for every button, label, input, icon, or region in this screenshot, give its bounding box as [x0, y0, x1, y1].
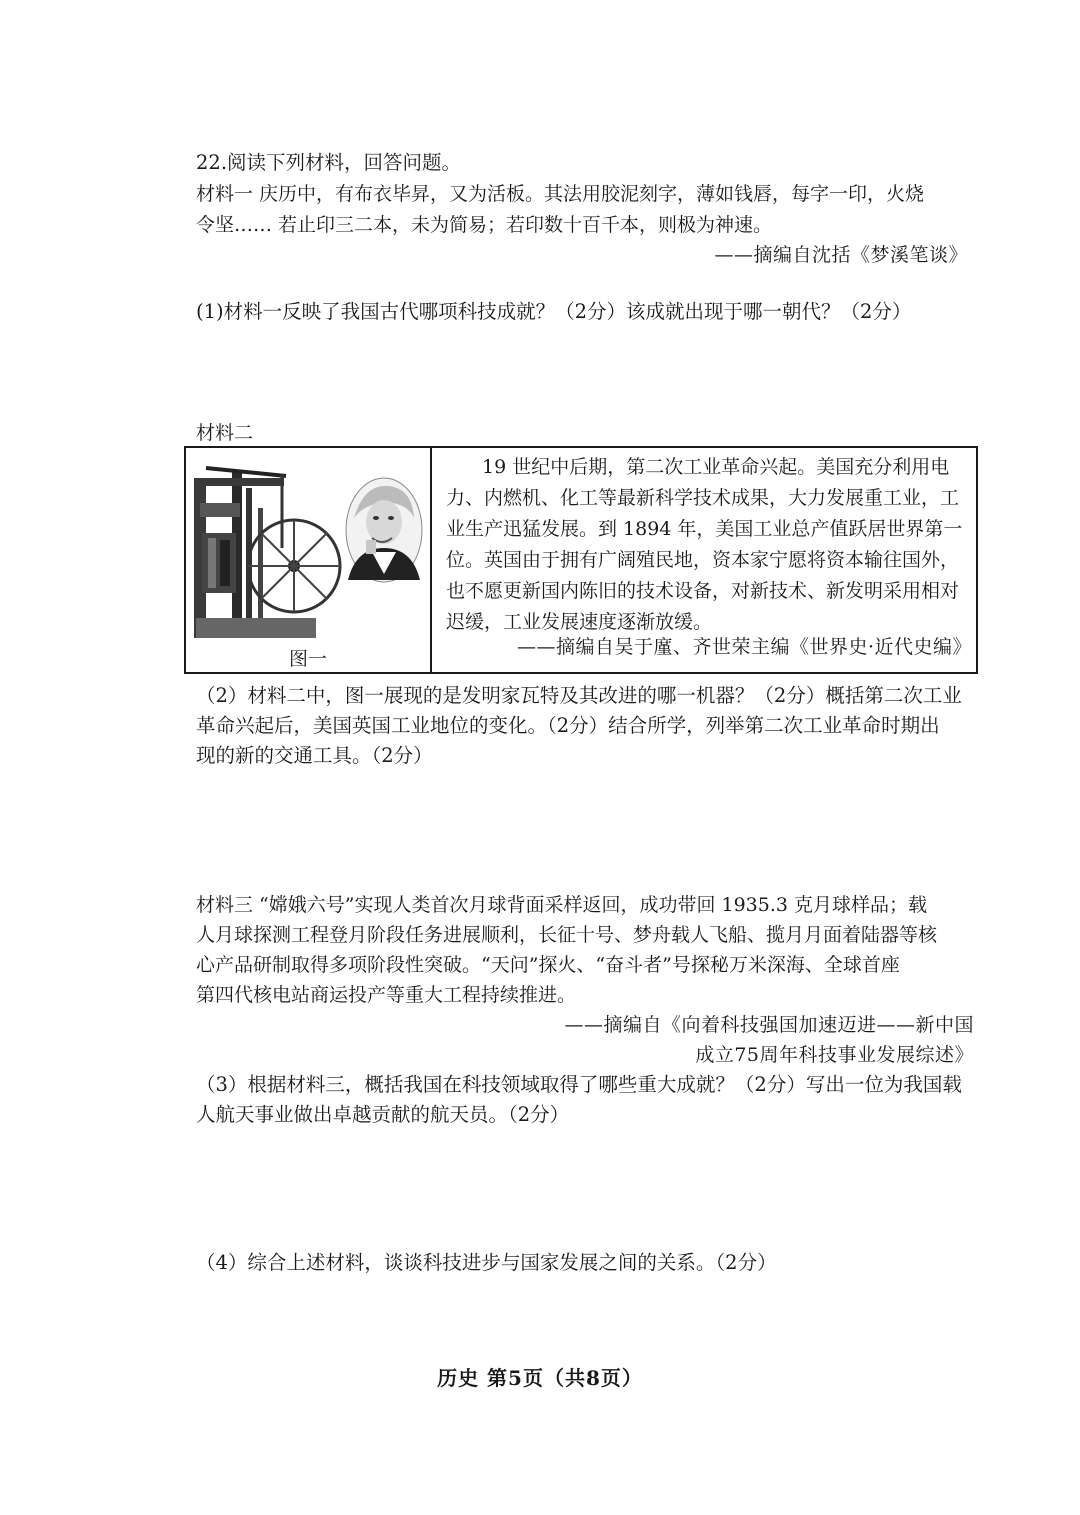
- question-title: 22.阅读下列材料，回答问题。: [196, 151, 462, 174]
- question-1: (1)材料一反映了我国古代哪项科技成就？（2分）该成就出现于哪一朝代？（2分）: [196, 300, 912, 323]
- watt-steam-engine-and-portrait-image: [186, 448, 430, 644]
- material-two-line-2: 力、内燃机、化工等最新科学技术成果，大力发展重工业，工: [446, 487, 960, 509]
- material-three-line-1: 材料三 “嫦娥六号”实现人类首次月球背面采样返回，成功带回 1935.3 克月球样品；载: [196, 894, 928, 916]
- figure-caption: 图一: [288, 648, 327, 670]
- material-one-source: ——摘编自沈括《梦溪笔谈》: [714, 244, 968, 266]
- material-one-line-2: 令坚…… 若止印三二本，未为简易；若印数十百千本，则极为神速。: [196, 214, 773, 236]
- question-2-line-3: 现的新的交通工具。（2分）: [196, 744, 433, 767]
- question-3-line-2: 人航天事业做出卓越贡献的航天员。（2分）: [196, 1103, 570, 1126]
- material-three-line-3: 心产品研制取得多项阶段性突破。“天问”探火、“奋斗者”号探秘万米深海、全球首座: [196, 954, 900, 976]
- box-divider: [430, 448, 432, 672]
- material-three-line-2: 人月球探测工程登月阶段任务进展顺利，长征十号、梦舟载人飞船、揽月月面着陆器等核: [196, 924, 938, 946]
- material-two-line-4: 位。英国由于拥有广阔殖民地，资本家宁愿将资本输往国外，: [446, 549, 960, 571]
- material-two-line-1: 19 世纪中后期，第二次工业革命兴起。美国充分利用电: [482, 456, 950, 478]
- material-three-line-4: 第四代核电站商运投产等重大工程持续推进。: [196, 984, 577, 1006]
- question-3-line-1: （3）根据材料三，概括我国在科技领域取得了哪些重大成就？（2分）写出一位为我国载: [196, 1073, 962, 1096]
- page-footer: 历史 第5页（共8页）: [437, 1366, 643, 1390]
- question-4: （4）综合上述材料，谈谈科技进步与国家发展之间的关系。（2分）: [196, 1251, 777, 1274]
- material-two-box: [184, 446, 978, 674]
- question-2-line-2: 革命兴起后，美国英国工业地位的变化。（2分）结合所学，列举第二次工业革命时期出: [196, 714, 940, 737]
- material-three-source-line-1: ——摘编自《向着科技强国加速迈进——新中国: [564, 1014, 974, 1036]
- material-two-line-3: 业生产迅猛发展。到 1894 年，美国工业总产值跃居世界第一: [446, 518, 963, 540]
- question-2-line-1: （2）材料二中，图一展现的是发明家瓦特及其改进的哪一机器？（2分）概括第二次工业: [196, 684, 962, 707]
- material-two-line-5: 也不愿更新国内陈旧的技术设备，对新技术、新发明采用相对: [446, 580, 960, 602]
- material-two-line-6: 迟缓，工业发展速度逐渐放缓。: [446, 611, 713, 633]
- material-two-label: 材料二: [196, 422, 254, 444]
- material-one-line-1: 材料一 庆历中，有布衣毕昇，又为活板。其法用胶泥刻字，薄如钱唇，每字一印，火烧: [196, 183, 925, 205]
- figure-one: [186, 448, 430, 672]
- material-two-source: ——摘编自吴于廑、齐世荣主编《世界史·近代史编》: [516, 636, 972, 658]
- material-three-source-line-2: 成立75周年科技事业发展综述》: [695, 1044, 974, 1066]
